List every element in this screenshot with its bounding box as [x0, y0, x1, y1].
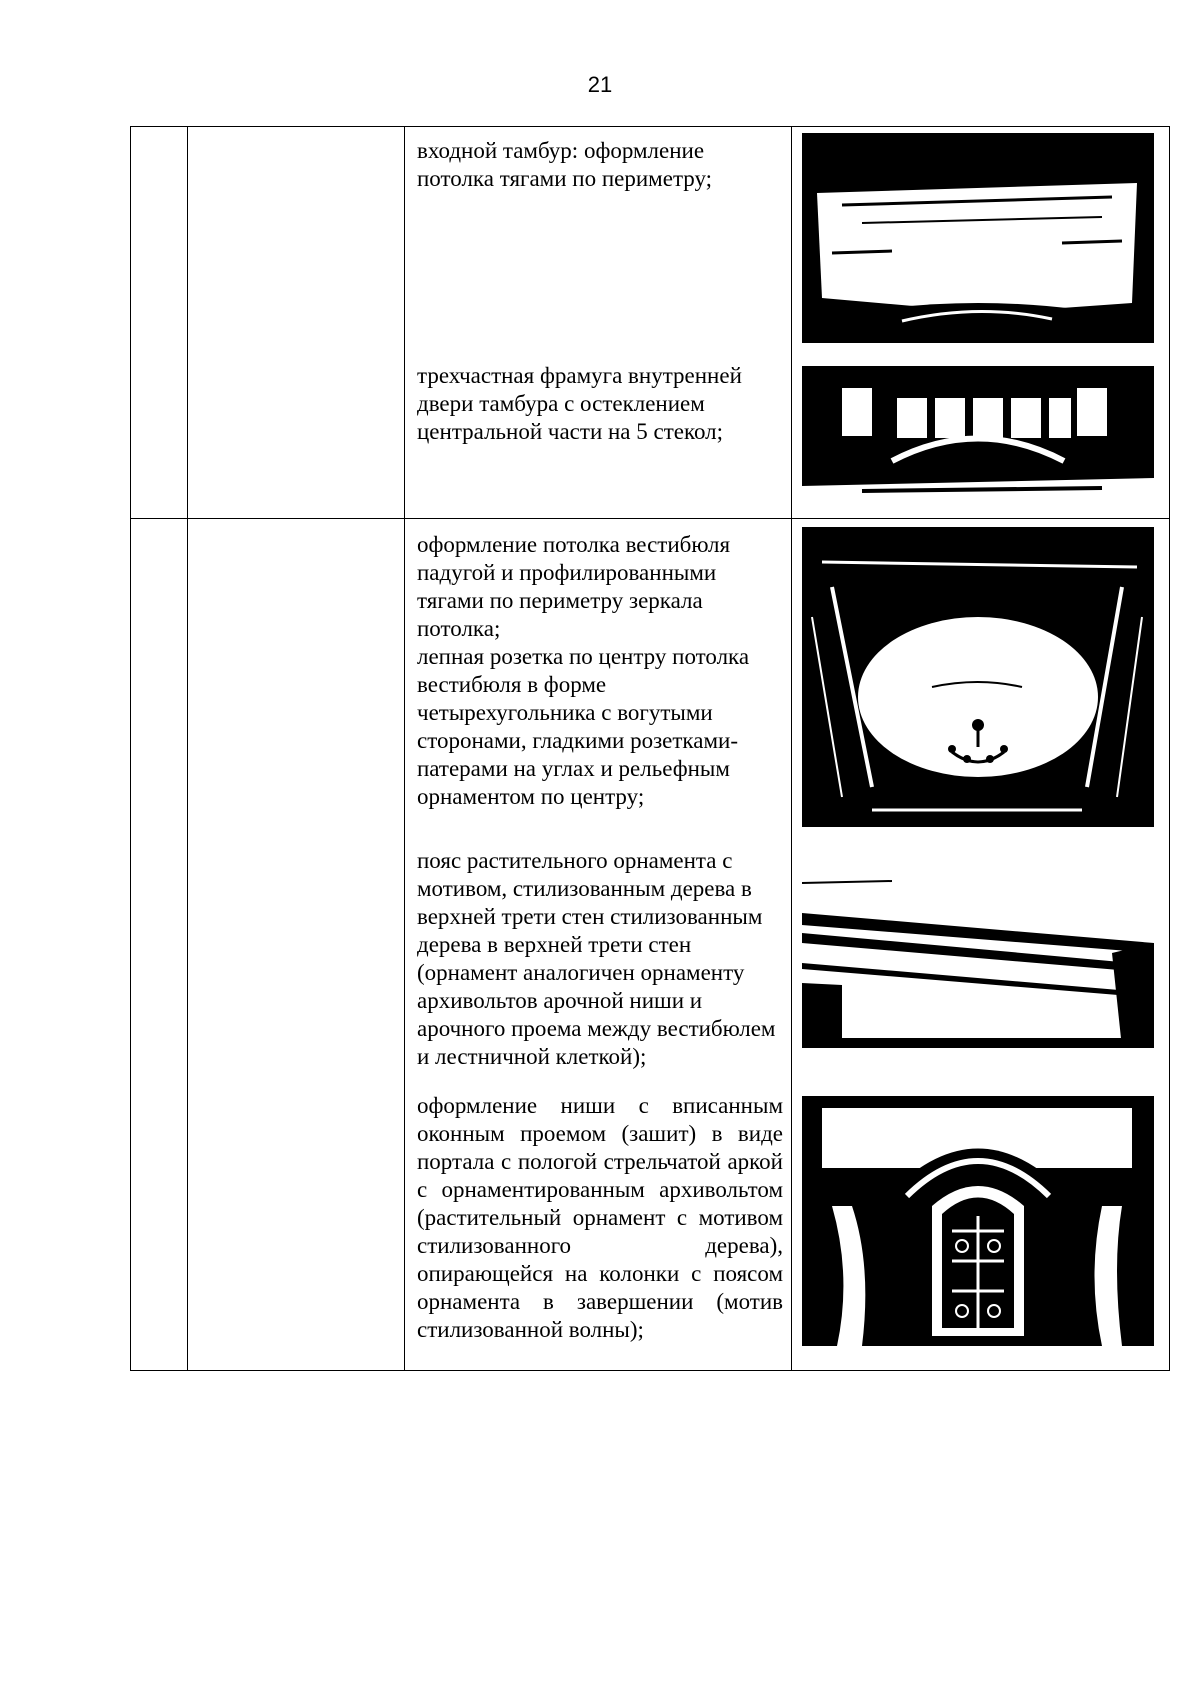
name-cell: [188, 127, 405, 519]
table-row: [131, 127, 1170, 519]
description-block: [405, 127, 791, 352]
photo-cell: [792, 127, 1170, 519]
name-cell: [188, 519, 405, 1371]
description-text: пояс растительного орнамента с мотивом, стилизованным дерева в верхней трети стен стилизованным дерева в верхней трети стен (орнамент аналогичен орнаменту архивольтов арочной ниши и арочного проема между вестибюлем и лестничной клеткой);: [417, 848, 776, 1069]
photo-cell: [792, 519, 1170, 1371]
description-block: [405, 1082, 791, 1367]
description-text: лепная розетка по центру потолка вестибюля в форме четырехугольника с вогутыми сторонами, гладкими розетками-патерами на углах и рельефным орнаментом по центру;: [417, 644, 750, 809]
page-number: 21: [587, 72, 613, 97]
description-cell: [405, 519, 792, 1371]
description-block: [405, 352, 791, 517]
table-row: [131, 519, 1170, 1371]
ornament-frieze-photo: [802, 873, 1154, 1048]
lobby-ceiling-photo: [802, 527, 1154, 827]
description-text: входной тамбур: оформление потолка тягами по периметру;: [417, 138, 713, 191]
number-cell: [131, 127, 188, 519]
description-text: оформление ниши с вписанным оконным проемом (зашит) в виде портала с пологой стрельчатой аркой с орнаментированным архивольтом (растительный орнамент с мотивом стилизованного дерева), опирающейся на колонки с поясом орнамента в завершении (мотив стилизованной волны);: [417, 1093, 783, 1342]
description-text: оформление потолка вестибюля падугой и профилированными тягами по периметру зеркала потолка;: [417, 532, 731, 641]
vestibule-ceiling-photo: [802, 133, 1154, 343]
number-cell: [131, 519, 188, 1371]
description-text: трехчастная фрамуга внутренней двери тамбура с остеклением центральной части на 5 стекол;: [417, 363, 742, 444]
description-cell: [405, 127, 792, 519]
description-block: [405, 837, 791, 1082]
door-transom-photo: [802, 366, 1154, 508]
arched-niche-photo: [802, 1096, 1154, 1346]
description-block: [405, 519, 791, 837]
monument-elements-table: [130, 126, 1170, 1371]
